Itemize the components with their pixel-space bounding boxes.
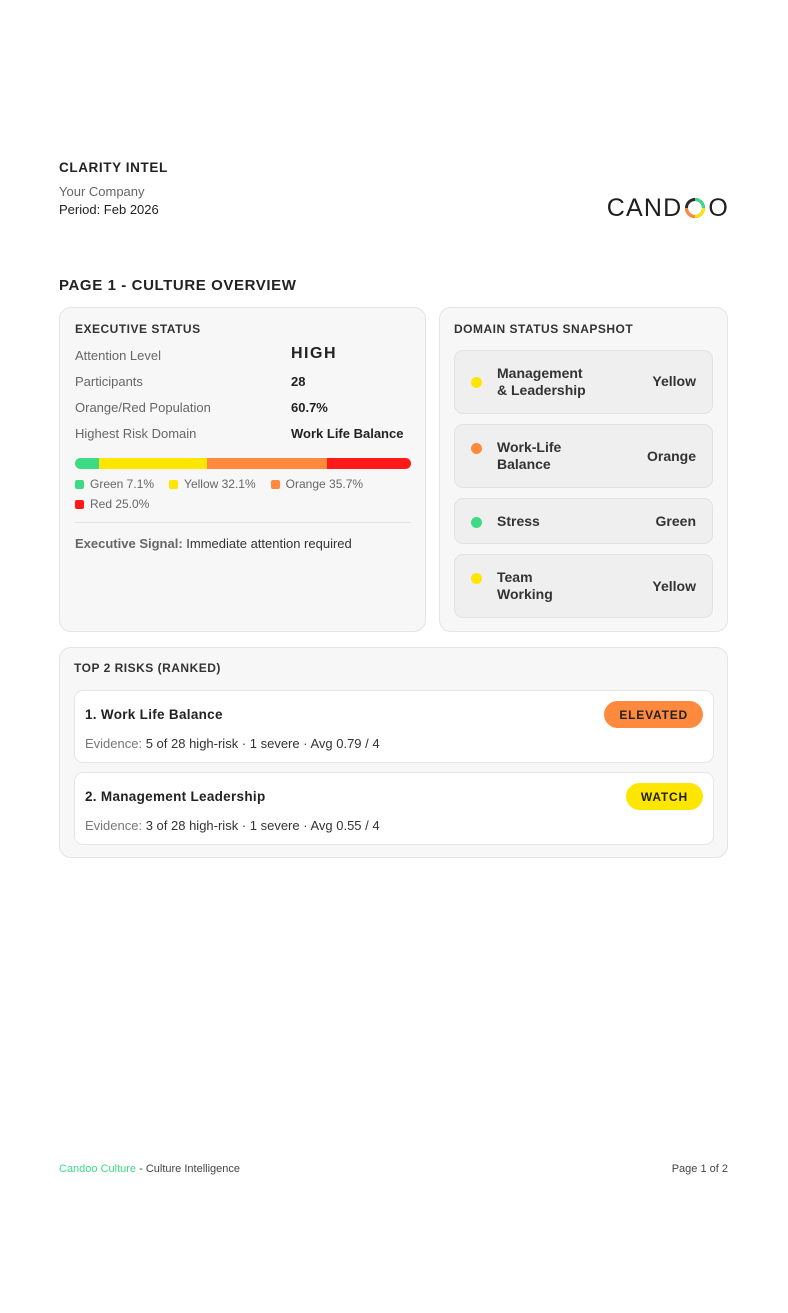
executive-signal-label: Executive Signal: [75,536,183,551]
risk-evidence-label: Evidence: [85,818,143,833]
domain-status: Yellow [652,373,696,389]
distribution-legend [75,477,411,511]
domain-status-title: DOMAIN STATUS SNAPSHOT [454,322,634,336]
legend-swatch [75,480,84,489]
domain-row-team-working [454,554,713,618]
page-number: Page 1 of 2 [671,1163,728,1175]
legend-label: Green 7.1% [90,477,155,491]
status-dot-icon [471,443,482,454]
footer-tagline: - Culture Intelligence [136,1163,241,1175]
domain-name: Stress [497,513,540,529]
status-dot-icon [471,517,482,528]
top-risks-title: TOP 2 RISKS (RANKED) [74,661,221,675]
top-risks-card [59,647,728,858]
executive-signal-text: Immediate attention required [182,536,352,551]
risk-evidence-label: Evidence: [85,736,143,751]
status-dot-icon [471,377,482,388]
risk-title: 2. Management Leadership [85,789,266,804]
distribution-segment-red [327,458,411,469]
report-title: CLARITY INTEL [59,160,168,175]
participants-value: 28 [291,374,306,389]
legend-label: Yellow 32.1% [184,477,256,491]
legend-swatch [75,500,84,509]
orange-red-population-label: Orange/Red Population [75,400,211,415]
legend-swatch [271,480,280,489]
domain-name-line1: Team [497,569,533,585]
legend-swatch [169,480,178,489]
domain-name [497,365,586,399]
footer-brand [59,1163,240,1175]
status-dot-icon [471,573,482,584]
domain-status: Green [655,513,696,529]
attention-level-label: Attention Level [75,348,162,363]
report-header [59,160,729,222]
company-name: Your Company [59,184,145,199]
orange-red-population-row [75,400,410,426]
domain-name-line2: Balance [497,456,551,472]
domain-name-line2: & Leadership [497,382,586,398]
domain-name-line1: Management [497,365,583,381]
highest-risk-domain-row [75,426,410,452]
orange-red-population-value: 60.7% [291,400,328,415]
page-title: PAGE 1 - CULTURE OVERVIEW [59,277,297,294]
participants-row [75,374,410,400]
logo-text-right: O [708,193,729,222]
divider [75,522,411,523]
attention-level-value: HIGH [291,345,337,362]
risk-evidence [85,818,380,833]
risk-evidence-text: 3 of 28 high-risk · 1 severe · Avg 0.55 / 4 [142,818,380,833]
domain-name-line2: Working [497,586,553,602]
domain-name [497,569,553,603]
report-period: Period: Feb 2026 [59,202,159,217]
domain-status: Yellow [652,578,696,594]
footer [59,1163,728,1175]
legend-label: Red 25.0% [90,497,150,511]
distribution-segment-orange [207,458,327,469]
highest-risk-domain-value: Work Life Balance [291,426,404,441]
executive-signal [75,536,410,551]
risk-title: 1. Work Life Balance [85,707,223,722]
logo-text-left: CAND [606,193,683,222]
domain-status: Orange [646,448,696,464]
footer-brand-name: Candoo Culture [59,1163,137,1175]
domain-row-work-life-balance [454,424,713,488]
participants-label: Participants [75,374,143,389]
domain-row-stress [454,498,713,544]
legend-item-orange [271,477,363,491]
domain-name [497,439,561,473]
domain-status-card [439,307,728,632]
distribution-segment-green [75,458,99,469]
domain-name-line1: Work-Life [497,439,562,455]
risk-item-1 [74,690,714,763]
executive-status-card [59,307,426,632]
legend-label: Orange 35.7% [285,477,364,491]
candoo-logo [607,194,729,222]
risk-badge-watch: WATCH [626,783,703,810]
attention-level-row [75,345,410,374]
distribution-segment-yellow [99,458,207,469]
legend-item-green [75,477,154,491]
distribution-bar [75,458,411,469]
legend-item-yellow [169,477,256,491]
risk-evidence-text: 5 of 28 high-risk · 1 severe · Avg 0.79 / 4 [142,736,380,751]
domain-row-management-leadership [454,350,713,414]
legend-item-red [75,497,149,511]
highest-risk-domain-label: Highest Risk Domain [75,426,197,441]
logo-ring-icon [683,196,707,220]
risk-item-2 [74,772,714,845]
executive-status-title: EXECUTIVE STATUS [75,322,201,336]
risk-evidence [85,736,380,751]
risk-badge-elevated: ELEVATED [604,701,703,728]
